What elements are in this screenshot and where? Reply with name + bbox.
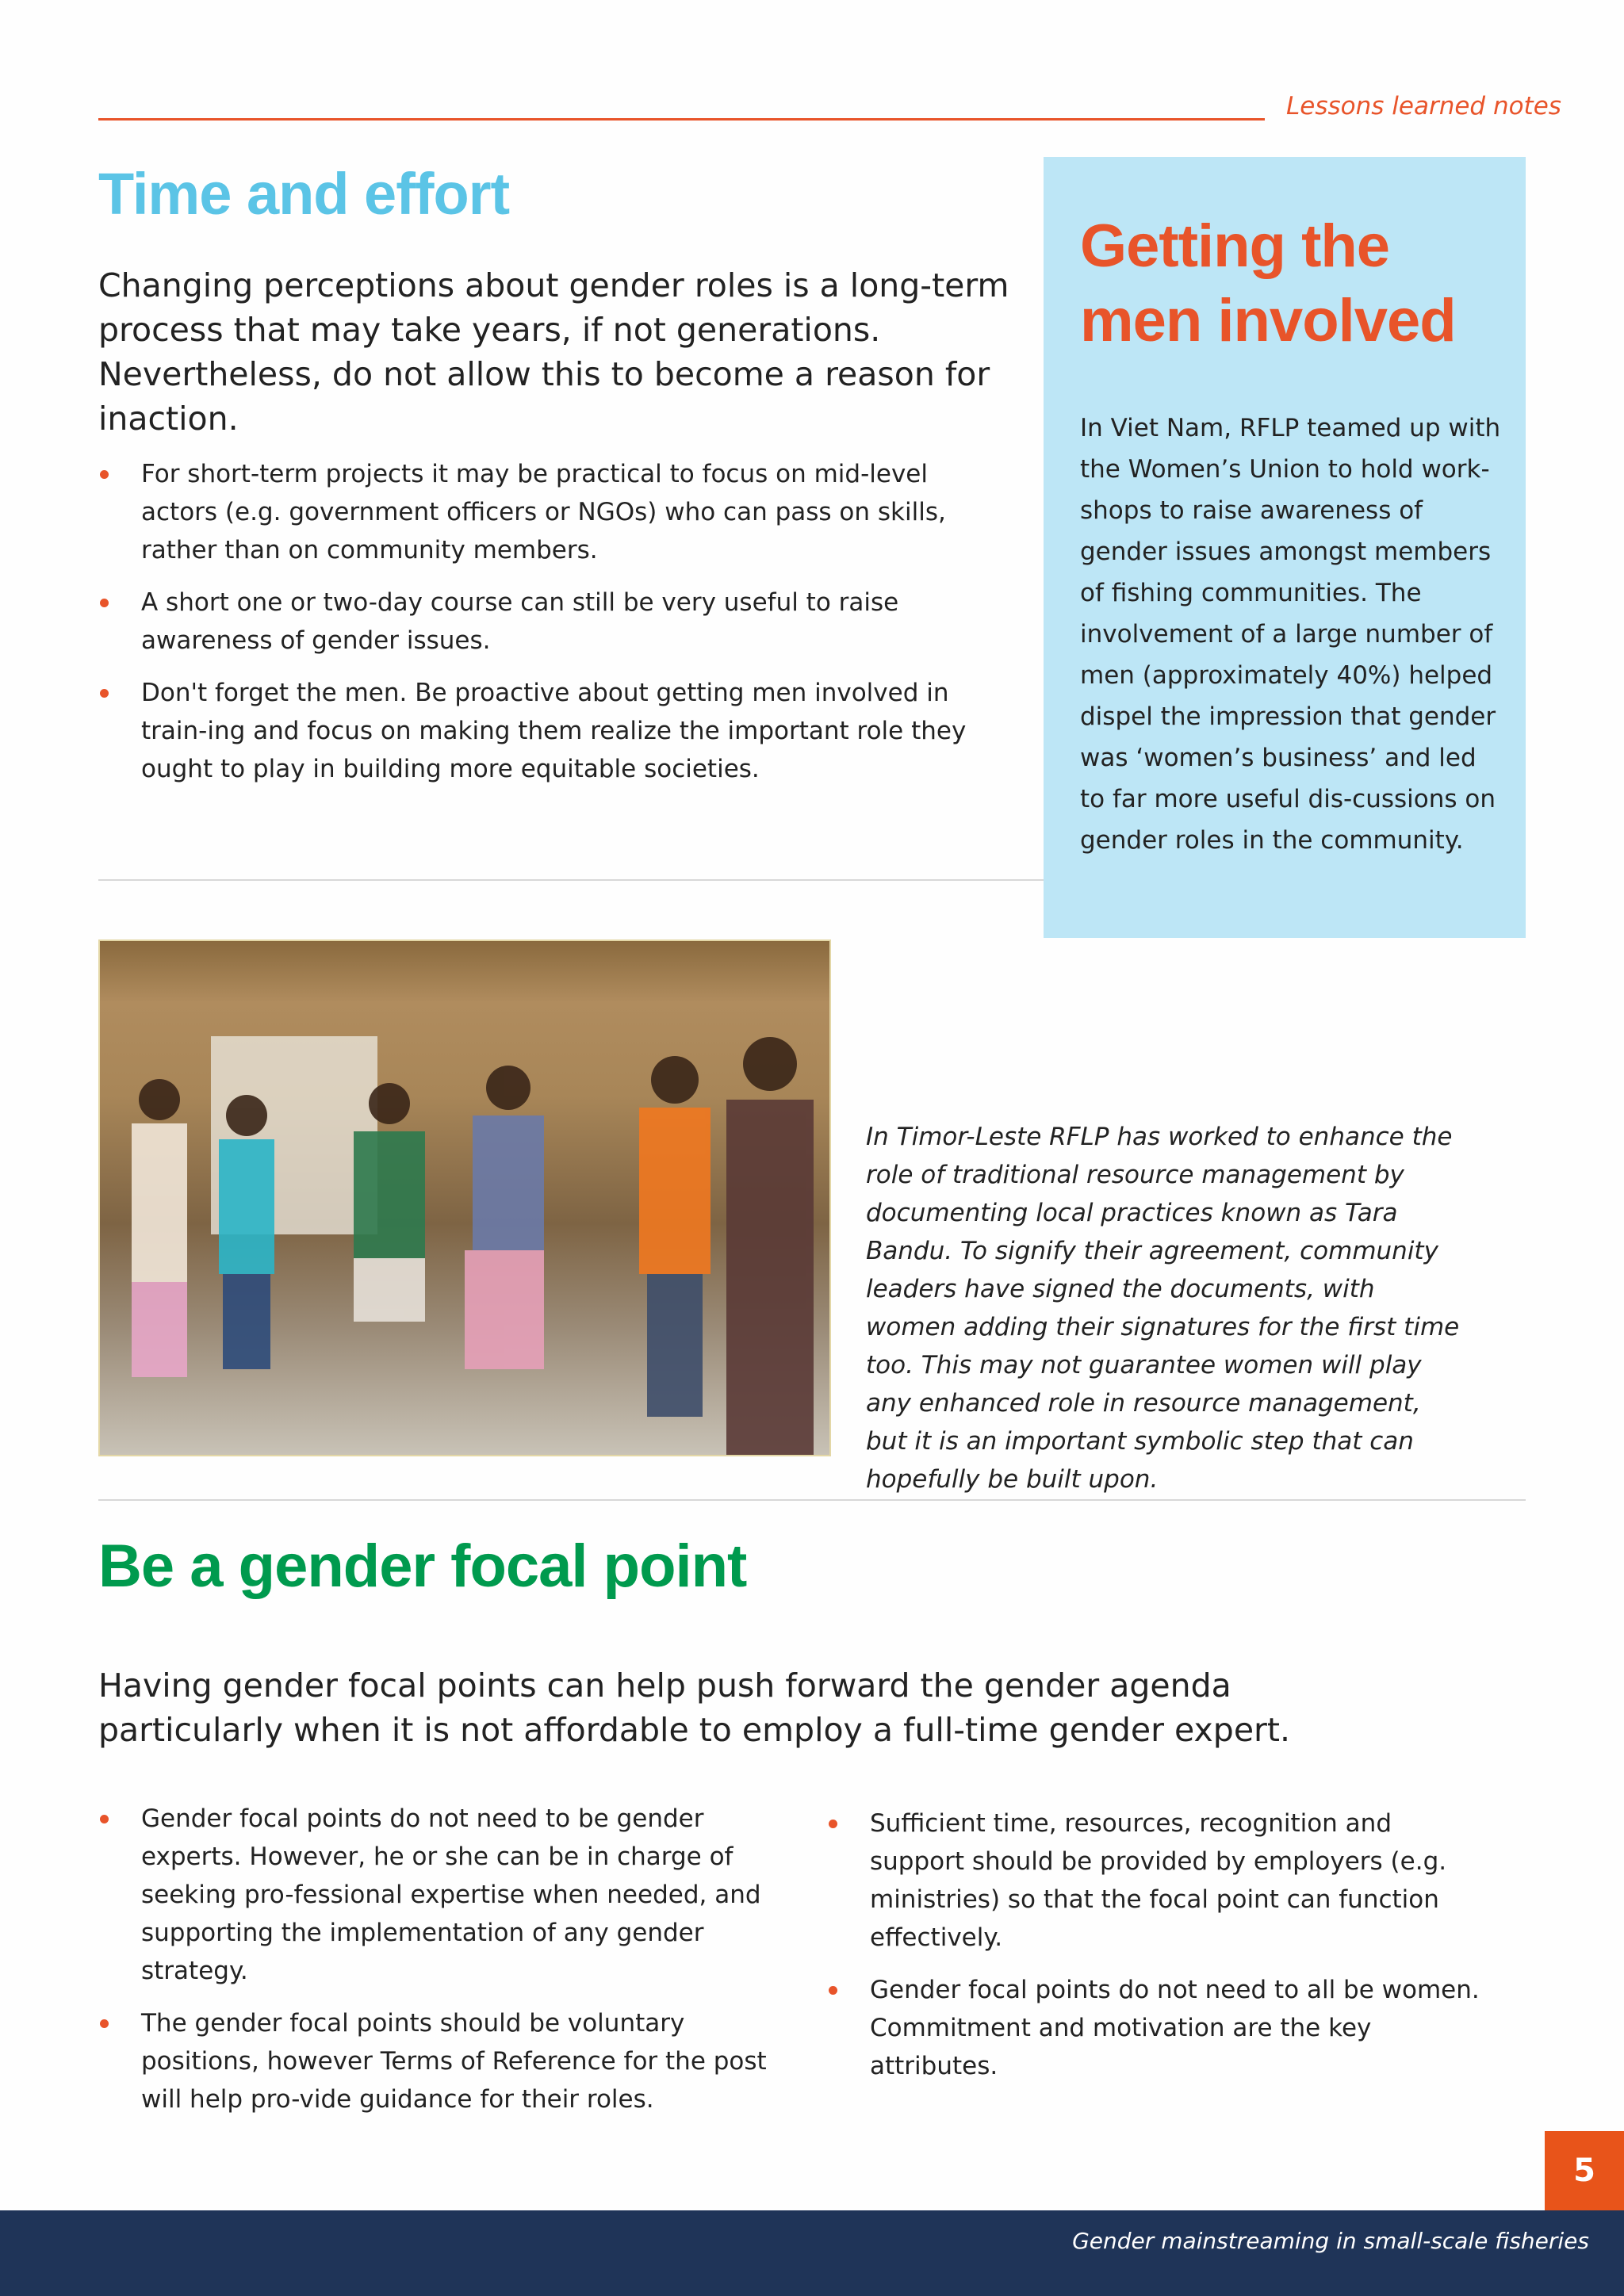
photo-caption: In Timor-Leste RFLP has worked to enhance the role of traditional resource management by documenting local practices known as Tara Bandu. To signify their agreement, community leaders have signed the documents, with women adding their signatures for the first time too. This may not guarantee women will play any enhanced role in resource management, but it is an important symbolic step that can hopefully be built upon.	[866, 1123, 1460, 1494]
bullet-icon	[100, 599, 109, 607]
section2-bullet-list-right	[827, 1804, 1485, 2099]
list-item	[827, 1804, 1485, 1957]
bullet-icon	[100, 2019, 109, 2028]
divider	[98, 879, 1044, 881]
list-item	[98, 1800, 788, 1990]
section-heading-gender-focal-point: Be a gender focal point	[98, 1533, 747, 1600]
sidebar-text: In Viet Nam, RFLP teamed up with the Women’s Union to hold work-shops to raise awareness of gender issues amongst members of fishing communities. The involvement of a large number of men (approximately 40%) helped dispel the impression that gender was ‘women’s business’ and led to far more useful dis-cussions on gender roles in the community.	[1080, 414, 1501, 855]
running-title: Lessons learned notes	[1286, 92, 1561, 121]
bullet-text: The gender focal points should be voluntary positions, however Terms of Reference for the post will help pro-vide guidance for their roles.	[141, 2009, 767, 2114]
bullet-icon	[100, 1815, 109, 1823]
bullet-text: Gender focal points do not need to be gender experts. However, he or she can be in charge of seeking pro-fessional expertise when needed, and supporting the implementation of any gender strategy.	[141, 1804, 761, 1985]
list-item	[98, 455, 1002, 569]
list-item	[98, 2004, 788, 2118]
list-item	[827, 1971, 1485, 2085]
bullet-text: A short one or two-day course can still be very useful to raise awareness of gender issues.	[141, 588, 899, 655]
section2-intro: Having gender focal points can help push forward the gender agenda particularly when it is not affordable to employ a full-time gender expert.	[98, 1667, 1291, 1749]
photo-women-group	[98, 939, 831, 1456]
photo-illustration	[100, 941, 829, 1455]
section2-bullet-list-left	[98, 1800, 788, 2133]
bullet-icon	[100, 689, 109, 698]
bullet-text: Gender focal points do not need to all be women. Commitment and motivation are the key attributes.	[870, 1976, 1480, 2080]
page-number: 5	[1573, 2152, 1595, 2189]
list-item	[98, 584, 1002, 660]
sidebar-heading: Getting the men involved	[1080, 212, 1456, 354]
publication-title: Gender mainstreaming in small-scale fisheries	[1072, 2228, 1589, 2254]
section-heading-time-and-effort: Time and effort	[98, 161, 510, 227]
bullet-icon	[829, 1986, 837, 1995]
sidebar-box	[1044, 157, 1526, 938]
section1-bullet-list	[98, 455, 1002, 802]
list-item	[98, 674, 1002, 788]
divider	[98, 1499, 1526, 1501]
section1-intro: Changing perceptions about gender roles is a long-term process that may take years, if not generations. Nevertheless, do not allow this to become a reason for inaction.	[98, 266, 1009, 438]
bullet-icon	[100, 470, 109, 479]
footer-bar	[0, 2210, 1624, 2296]
bullet-text: Don't forget the men. Be proactive about getting men involved in train-ing and focus on making them realize the important role they ought to play in building more equitable societies.	[141, 679, 967, 783]
bullet-icon	[829, 1820, 837, 1828]
bullet-text: Sufficient time, resources, recognition and support should be provided by employers (e.g. ministries) so that the focal point can function effectively.	[870, 1809, 1447, 1952]
bullet-text: For short-term projects it may be practical to focus on mid-level actors (e.g. government officers or NGOs) who can pass on skills, rather than on community members.	[141, 460, 946, 564]
header-rule	[98, 118, 1265, 121]
page-number-badge	[1545, 2131, 1624, 2210]
